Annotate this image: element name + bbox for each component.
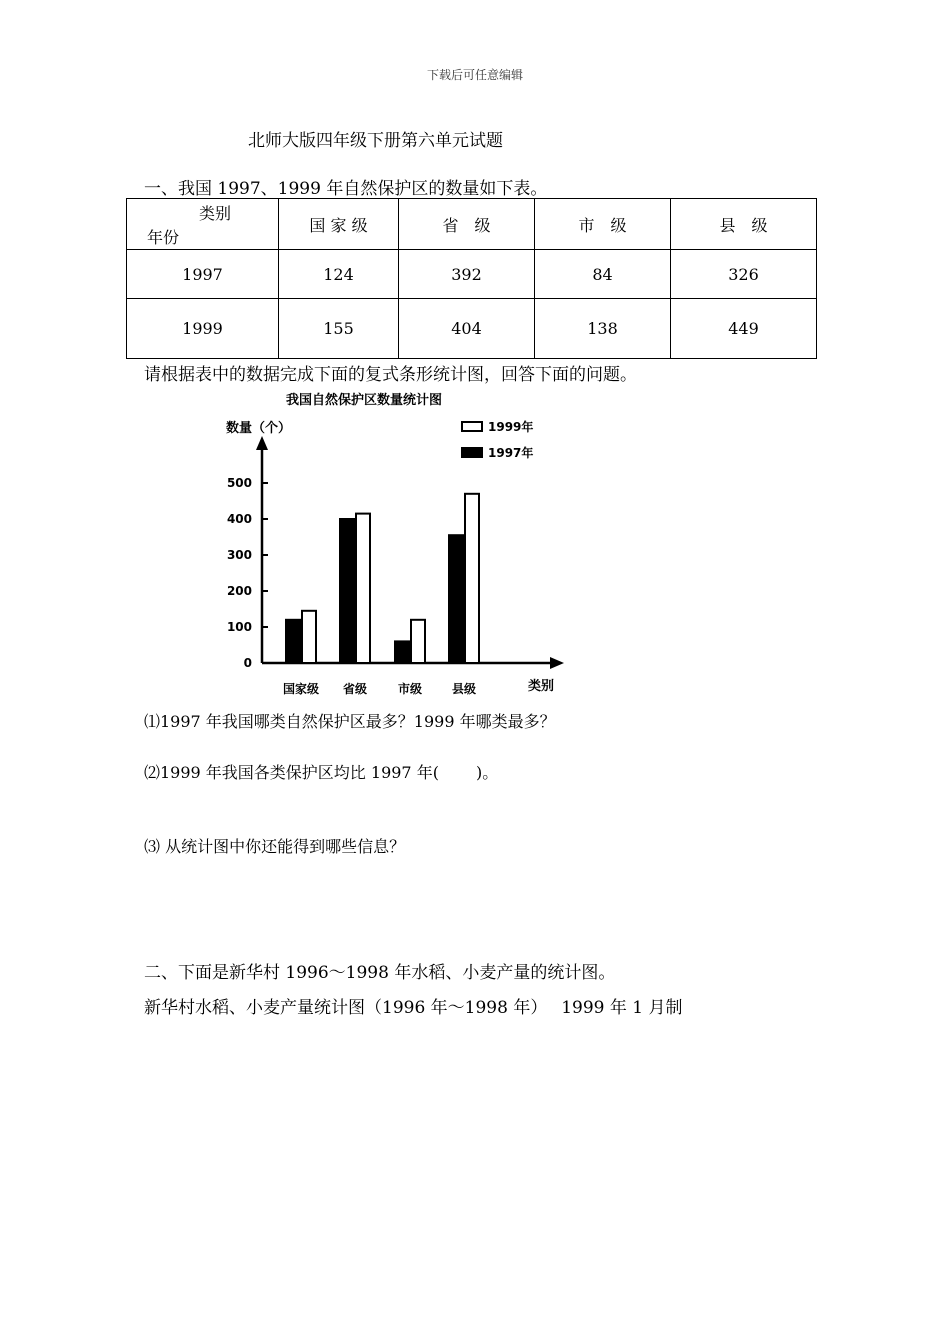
legend-swatch xyxy=(462,422,482,431)
y-axis-label: 数量（个） xyxy=(226,421,292,436)
column-header: 市 级 xyxy=(535,199,671,250)
table-cell: 138 xyxy=(535,299,671,359)
table-cell: 326 xyxy=(671,250,817,299)
y-tick-label: 400 xyxy=(226,512,252,526)
category-labels xyxy=(283,681,476,696)
reserve-table xyxy=(126,198,817,359)
chart-title: 我国自然保护区数量统计图 xyxy=(286,393,443,408)
table-cell: 392 xyxy=(399,250,535,299)
column-header: 省 级 xyxy=(399,199,535,250)
table-cell: 155 xyxy=(279,299,399,359)
reserve-bar-chart xyxy=(210,386,580,706)
section1-intro: 一、我国 1997、1999 年自然保护区的数量如下表。 xyxy=(144,179,548,199)
bar xyxy=(302,611,316,663)
legend-label: 1999年 xyxy=(488,420,534,434)
x-axis-arrow xyxy=(550,657,564,669)
bar xyxy=(465,494,479,663)
table-cell: 404 xyxy=(399,299,535,359)
legend-label: 1997年 xyxy=(488,446,534,460)
bar xyxy=(449,535,463,663)
section2-intro: 二、下面是新华村 1996～1998 年水稻、小麦产量的统计图。 xyxy=(144,963,616,983)
bar xyxy=(286,620,300,663)
category-label: 市级 xyxy=(397,682,423,696)
question-2: ⑵1999 年我国各类保护区均比 1997 年( )。 xyxy=(144,763,499,782)
table-cell: 449 xyxy=(671,299,817,359)
bar xyxy=(395,641,409,663)
x-axis-label: 类别 xyxy=(528,679,555,694)
table-row xyxy=(127,250,817,299)
table-corner-cell xyxy=(127,199,279,250)
y-tick-label: 500 xyxy=(226,476,252,490)
document-title: 北师大版四年级下册第六单元试题 xyxy=(248,131,503,151)
chart-instruction: 请根据表中的数据完成下面的复式条形统计图，回答下面的问题。 xyxy=(144,365,637,385)
y-axis-arrow xyxy=(256,436,268,450)
table-header-row xyxy=(127,199,817,250)
category-label: 国家级 xyxy=(282,682,320,696)
table-row xyxy=(127,299,817,359)
bar xyxy=(356,514,370,663)
corner-category-label: 类别 xyxy=(199,204,232,223)
question-3: ⑶ 从统计图中你还能得到哪些信息？ xyxy=(144,837,406,856)
corner-year-label: 年份 xyxy=(147,228,180,247)
y-tick-label: 100 xyxy=(226,620,252,634)
category-label: 县级 xyxy=(451,682,477,696)
bar xyxy=(340,519,354,663)
bar xyxy=(411,620,425,663)
row-year: 1997 xyxy=(127,250,279,299)
legend-swatch xyxy=(462,448,482,457)
table-cell: 84 xyxy=(535,250,671,299)
bar-group xyxy=(286,494,479,663)
column-header: 县 级 xyxy=(671,199,817,250)
y-tick-label: 300 xyxy=(226,548,252,562)
column-header: 国 家 级 xyxy=(279,199,399,250)
chart-legend xyxy=(462,419,533,460)
table-cell: 124 xyxy=(279,250,399,299)
section2-caption: 新华村水稻、小麦产量统计图（1996 年～1998 年） 1999 年 1 月制 xyxy=(144,998,683,1018)
y-tick-label: 0 xyxy=(243,656,252,670)
row-year: 1999 xyxy=(127,299,279,359)
download-note: 下载后可任意编辑 xyxy=(426,68,523,82)
question-1: ⑴1997 年我国哪类自然保护区最多？1999 年哪类最多？ xyxy=(144,712,556,731)
y-tick-label: 200 xyxy=(226,584,252,598)
category-label: 省级 xyxy=(342,682,368,696)
